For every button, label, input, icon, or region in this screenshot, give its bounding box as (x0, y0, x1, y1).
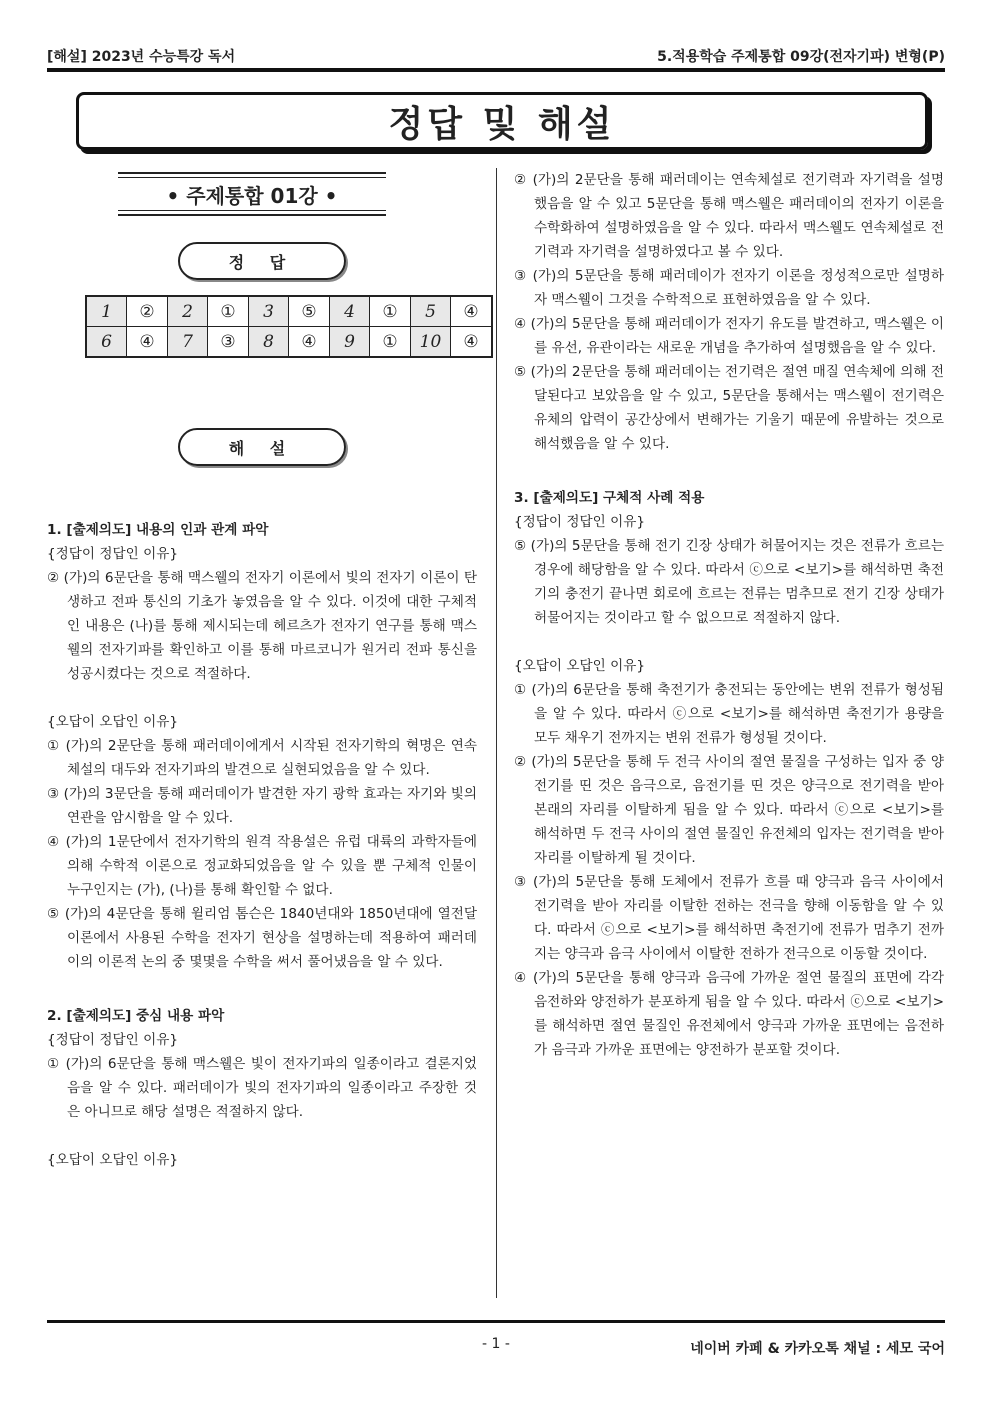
explanation-item: ⑤ (가)의 5문단을 통해 전기 긴장 상태가 허물어지는 것은 전류가 흐르는 경우에 해당함을 알 수 있다. 따라서 ⓒ으로 <보기>를 해석하면 축전기의 충전기 끝나면 회로에 흐르는 전류는 멈추므로 전기 긴장 상태가 허물어지는 것이라고 할 수 없으므로 적절하지 않다. (514, 538, 944, 626)
header-left-title: [해설] 2023년 수능특강 독서 (47, 49, 236, 65)
column-divider (496, 168, 497, 1298)
explanation-item: ④ (가)의 5문단을 통해 양극과 음극에 가까운 절연 물질의 표면에 각각 음전하와 양전하가 분포하게 됨을 알 수 있다. 따라서 ⓒ으로 <보기>를 해석하면 절연 물질인 유전체에서 양극과 가까운 표면에는 음전하가 음극과 가까운 표면에는 양전하가 분포할 것이다. (514, 970, 944, 1058)
header-right-title: 5.적용학습 주제통합 09강(전자기파) 변형(P) (657, 49, 945, 65)
explanation-item: ⑤ (가)의 2문단을 통해 패러데이는 전기력은 절연 매질 연속체에 의해 전달된다고 보았음을 알 수 있고, 5문단을 통해서는 맥스웰이 전기력은 유체의 압력이 공간상에서 변해가는 기울기 때문에 유발하는 것으로 해석했음을 알 수 있다. (514, 364, 944, 452)
explanation-item: ③ (가)의 3문단을 통해 패러데이가 발견한 자기 광학 효과는 자기와 빛의 연관을 암시함을 알 수 있다. (47, 786, 477, 826)
question-number: 9 (330, 327, 370, 358)
answer-value: ② (127, 296, 168, 327)
wrong-reason-label: {오답이 오답인 이유} (514, 658, 645, 674)
explanation-item: ③ (가)의 5문단을 통해 패러데이가 전자기 이론을 정성적으로만 설명하자 맥스웰이 그것을 수학적으로 표현하였음을 알 수 있다. (514, 268, 944, 308)
answer-row (86, 296, 492, 327)
answer-value: ④ (451, 296, 493, 327)
explanation-item: ③ (가)의 5문단을 통해 도체에서 전류가 흐를 때 양극과 음극 사이에서 전기력을 받아 자리를 이탈한 전하는 전극을 향해 이동함을 알 수 있다. 따라서 ⓒ으로 <보기>를 해석하면 축전기에 전류가 멈추기 전까지는 양극과 음극 사이에서 이탈한 전하가 전극으로 이동할 것이다. (514, 874, 944, 962)
answer-row (86, 327, 492, 358)
answer-value: ① (370, 327, 411, 358)
right-column (514, 168, 944, 1062)
section-title: • 주제통합 01강 • (118, 172, 386, 216)
question-number: 7 (168, 327, 208, 358)
explanation-item: ④ (가)의 5문단을 통해 패러데이가 전자기 유도를 발견하고, 맥스웰은 이를 유선, 유관이라는 새로운 개념을 추가하여 설명했음을 알 수 있다. (514, 316, 944, 356)
question-number: 5 (411, 296, 451, 327)
explanation-item: ⑤ (가)의 4문단을 통해 윌리엄 톰슨은 1840년대와 1850년대에 열전달 이론에서 사용된 수학을 전자기 현상을 설명하는데 적용하여 패러데이의 이론적 논의 중 몇몇을 수학을 써서 풀어냈음을 알 수 있다. (47, 906, 477, 970)
question-number: 4 (330, 296, 370, 327)
page-number: - 1 - (482, 1336, 510, 1352)
wrong-reason-label: {오답이 오답인 이유} (47, 714, 178, 730)
explanation-item: ① (가)의 6문단을 통해 축전기가 충전되는 동안에는 변위 전류가 형성됨을 알 수 있다. 따라서 ⓒ으로 <보기>를 해석하면 축전기가 용량을 모두 채우기 전까지는 변위 전류가 형성될 것이다. (514, 682, 944, 746)
question-number: 3 (249, 296, 289, 327)
question-number: 8 (249, 327, 289, 358)
wrong-reason-label: {오답이 오답인 이유} (47, 1152, 178, 1168)
answer-table (85, 295, 493, 358)
correct-reason-label: {정답이 정답인 이유} (47, 546, 178, 562)
explanation-item: ② (가)의 5문단을 통해 두 전극 사이의 절연 물질을 구성하는 입자 중 양전기를 띤 것은 음극으로, 음전기를 띤 것은 양극으로 전기력을 받아 본래의 자리를 이탈하게 됨을 알 수 있다. 따라서 ⓒ으로 <보기>를 해석하면 두 전극 사이의 절연 물질인 유전체의 입자는 전기력을 받아 자리를 이탈하게 될 것이다. (514, 754, 944, 866)
correct-reason-label: {정답이 정답인 이유} (514, 514, 645, 530)
question-number: 6 (86, 327, 127, 358)
page-title: 정답 및 해설 (76, 92, 928, 150)
explanation-item: ② (가)의 6문단을 통해 맥스웰의 전자기 이론에서 빛의 전자기 이론이 탄생하고 전파 통신의 기초가 놓였음을 알 수 있다. 이것에 대한 구체적인 내용은 (나)를 통해 제시되는데 헤르츠가 전자기 연구를 통해 맥스웰의 전자기파를 확인하고 이를 통해 마르코니가 원거리 전파 통신을 성공시켰다는 것으로 적절하다. (47, 570, 477, 682)
question-number: 10 (411, 327, 451, 358)
question-heading: 1. [출제의도] 내용의 인과 관계 파악 (47, 522, 269, 538)
correct-reason-label: {정답이 정답인 이유} (47, 1032, 178, 1048)
answer-value: ④ (289, 327, 330, 358)
question-number: 1 (86, 296, 127, 327)
answer-pill: 정 답 (178, 242, 346, 280)
answer-value: ④ (127, 327, 168, 358)
footer-channel: 네이버 카페 & 카카오톡 채널 : 세모 국어 (690, 1341, 945, 1357)
explanation-item: ① (가)의 2문단을 통해 패러데이에게서 시작된 전자기학의 혁명은 연속체설의 대두와 전자기파의 발견으로 실현되었음을 알 수 있다. (47, 738, 477, 778)
explanation-item: ② (가)의 2문단을 통해 패러데이는 연속체설로 전기력과 자기력을 설명했음을 알 수 있고 5문단을 통해 맥스웰은 패러데이의 전자기 이론을 수학화하여 설명하였음을 알 수 있다. 따라서 맥스웰도 연속체설로 전기력과 자기력을 설명하였다고 볼 수 있다. (514, 172, 944, 260)
question-heading: 2. [출제의도] 중심 내용 파악 (47, 1008, 225, 1024)
question-number: 2 (168, 296, 208, 327)
answer-value: ③ (208, 327, 249, 358)
left-column (47, 518, 477, 1172)
explanation-pill: 해 설 (178, 428, 346, 466)
footer-rule (47, 1320, 945, 1323)
answer-value: ① (370, 296, 411, 327)
explanation-item: ④ (가)의 1문단에서 전자기학의 원격 작용설은 유럽 대륙의 과학자들에 의해 수학적 이론으로 정교화되었음을 알 수 있을 뿐 구체적 인물이 누구인지는 (가), (나)를 통해 확인할 수 없다. (47, 834, 477, 898)
header-rule (47, 68, 945, 72)
answer-value: ④ (451, 327, 493, 358)
question-heading: 3. [출제의도] 구체적 사례 적용 (514, 490, 705, 506)
explanation-item: ① (가)의 6문단을 통해 맥스웰은 빛이 전자기파의 일종이라고 결론지었음을 알 수 있다. 패러데이가 빛의 전자기파의 일종이라고 주장한 것은 아니므로 해당 설명은 적절하지 않다. (47, 1056, 477, 1120)
answer-value: ⑤ (289, 296, 330, 327)
answer-value: ① (208, 296, 249, 327)
